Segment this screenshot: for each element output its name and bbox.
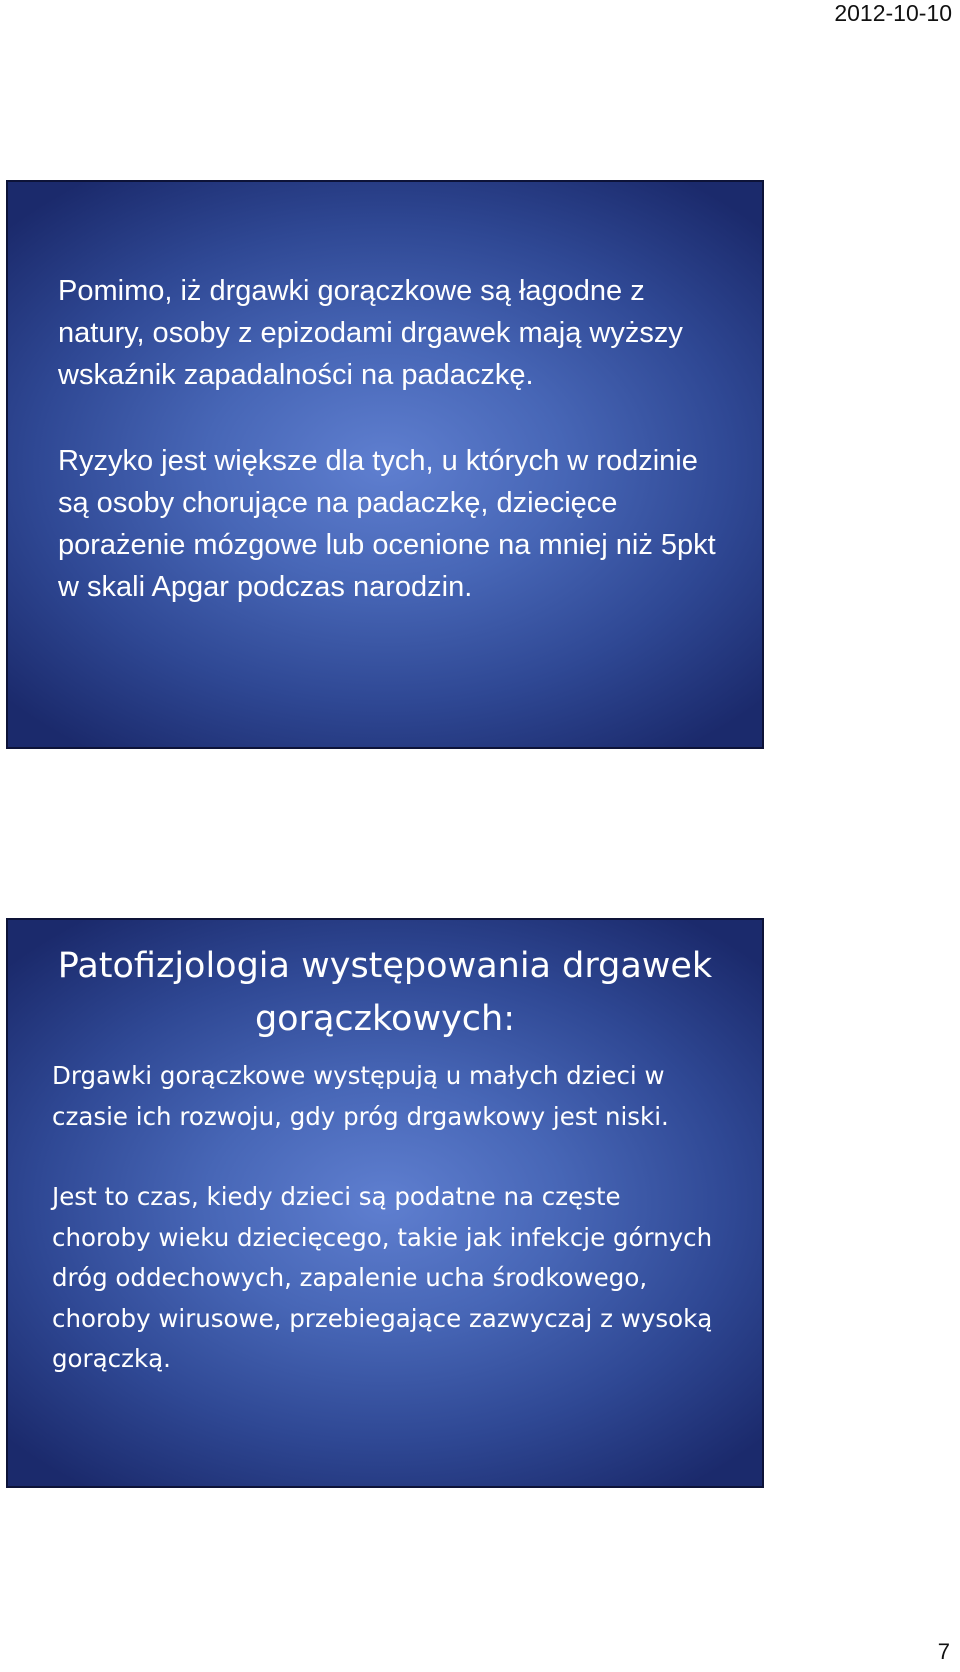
slide-1-paragraph-2: Ryzyko jest większe dla tych, u których w rodzinie są osoby chorujące na padaczkę, dziecięce porażenie mózgowe lub ocenione na mniej niż 5pkt w skali Apgar podczas narodzin.	[58, 445, 716, 603]
slide-2	[6, 918, 764, 1488]
slide-2-paragraph-1: Drgawki gorączkowe występują u małych dzieci w czasie ich rozwoju, gdy próg drgawkowy jest niski.	[52, 1061, 669, 1131]
page-number: 7	[937, 1639, 950, 1664]
slide-1-paragraph-1: Pomimo, iż drgawki gorączkowe są łagodne z natury, osoby z epizodami drgawek mają wyższy wskaźnik zapadalności na padaczkę.	[58, 275, 683, 391]
slide-1	[6, 180, 764, 749]
slide-2-title: Patofizjologia występowania drgawek gorączkowych:	[57, 946, 713, 1039]
slide-2-body	[52, 1056, 722, 1380]
slide-2-paragraph-2: Jest to czas, kiedy dzieci są podatne na częste choroby wieku dziecięcego, takie jak infekcje górnych dróg oddechowych, zapalenie ucha środkowego, choroby wirusowe, przebiegające zazwyczaj z wysoką gorączką.	[52, 1182, 713, 1373]
page-date: 2012-10-10	[834, 0, 952, 26]
slide-1-body	[58, 270, 734, 608]
